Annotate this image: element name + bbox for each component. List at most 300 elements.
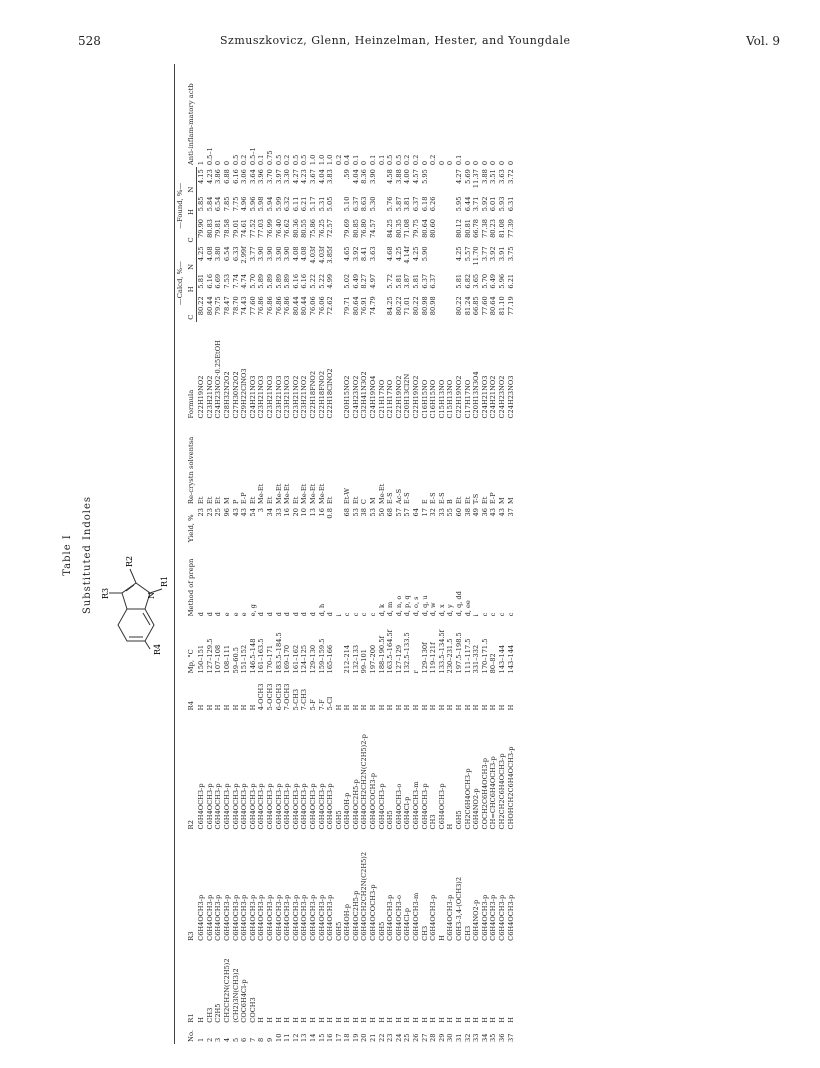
cell-r1: H <box>412 1016 421 1023</box>
table-row <box>386 64 395 1044</box>
cell-method: c <box>369 612 378 617</box>
table-row <box>309 64 318 1044</box>
cell-mp: 132.5–133.5 <box>403 632 412 674</box>
cell-found-n: 3.96 <box>257 169 266 184</box>
cell-calcd-c: 80.44 <box>205 296 214 316</box>
cell-r4: H <box>377 704 386 711</box>
col-activity: Anti-inflam-matory actb <box>187 83 196 166</box>
cell-method: d, m <box>386 601 395 617</box>
cell-formula: C24H21NO3 <box>248 375 257 419</box>
cell-found-c: 79.75 <box>412 219 421 238</box>
cell-formula: C24H19NO4 <box>369 375 378 419</box>
cell-found-c: 75.86 <box>308 219 317 238</box>
cell-found-c: 80.85 <box>351 219 360 238</box>
table-row <box>249 64 258 1044</box>
cell-r2: C6H4OCH3-p <box>326 783 335 830</box>
cell-yield: 3 <box>257 508 266 513</box>
cell-no: 20 <box>360 1033 369 1042</box>
cell-activity: 0 <box>437 160 446 166</box>
cell-activity: 0.2 <box>403 154 412 166</box>
cell-r2: COCH2C6H4OCH3-p <box>480 757 489 830</box>
col-r3: R3 <box>187 931 196 941</box>
cell-formula: C23H21NO2 <box>300 375 309 419</box>
cell-found-n: 3.06 <box>240 169 249 184</box>
cell-no: 25 <box>403 1033 412 1042</box>
table-row <box>214 64 223 1044</box>
cell-found-n: 4.15 <box>197 169 206 184</box>
table-row <box>240 64 249 1044</box>
n-atom-label: N <box>147 592 156 599</box>
cell-r1: H <box>480 1016 489 1023</box>
cell-solvent: Ac-S <box>394 488 403 505</box>
col-r4: R4 <box>187 700 196 711</box>
cell-calcd-h: 5.72 <box>386 273 395 289</box>
cell-found-c: 80.83 <box>205 219 214 238</box>
cell-solvent: Et <box>291 496 300 505</box>
cell-r2: C6H4OCH3-p <box>222 783 231 830</box>
cell-yield: 64 <box>412 508 421 517</box>
cell-found-n: 4.27 <box>455 169 463 184</box>
cell-formula: C15H13NO <box>437 379 446 419</box>
cell-no: 30 <box>446 1033 455 1042</box>
cell-mp: r <box>412 670 421 674</box>
cell-method: d, y <box>446 604 455 617</box>
cell-activity: 0.5 <box>274 154 283 166</box>
cell-calcd-c: 78.70 <box>231 296 240 316</box>
cell-r1: H <box>257 1016 266 1023</box>
cell-found-h: 6.21 <box>300 196 309 212</box>
cell-found-h: 5.99 <box>274 196 283 212</box>
cell-formula: C23H21NO2 <box>205 375 214 419</box>
cell-r1: H <box>317 1016 326 1023</box>
col-found-c: C <box>186 217 197 244</box>
cell-found-c: 76.62 <box>283 219 292 238</box>
cell-yield: 57 <box>403 508 412 517</box>
cell-no: 37 <box>506 1033 515 1042</box>
cell-r4: 6-OCH3 <box>274 683 283 711</box>
cell-mp: 108–111 <box>222 644 231 674</box>
cell-found-n: 3.97 <box>274 169 283 184</box>
cell-formula: C22H18ClNO2 <box>326 368 335 419</box>
cell-calcd-n: 3.63 <box>369 246 378 262</box>
cell-r2: C6H4OCH3-p <box>274 783 283 830</box>
col-formula: Formula <box>187 389 196 419</box>
cell-mp: 161–163.5 <box>257 638 266 674</box>
cell-r4: 5-CH3 <box>291 688 300 711</box>
cell-calcd-h <box>378 272 387 294</box>
cell-method: e, g <box>248 604 257 617</box>
cell-found-n: 4.27 <box>291 169 300 184</box>
cell-method: d, ee <box>463 600 472 617</box>
cell-found-n: 3.72 <box>506 169 515 184</box>
cell-calcd-h: 4.74 <box>240 273 249 289</box>
cell-found-h: 5.30 <box>369 196 378 212</box>
cell-method: e <box>222 612 231 617</box>
cell-no: 28 <box>429 1033 438 1042</box>
cell-yield: 38 <box>463 508 472 517</box>
cell-found-n: 4.04 <box>351 169 360 184</box>
cell-r3: C6H5 <box>377 921 386 941</box>
cell-calcd-n <box>446 244 455 271</box>
cell-yield: 37 <box>506 508 515 517</box>
cell-solvent: Me-Et <box>274 483 283 505</box>
cell-calcd-n: 8.41 <box>360 246 369 262</box>
cell-calcd-c: 79.71 <box>343 296 352 316</box>
cell-found-h: 6.44 <box>463 196 472 212</box>
cell-found-n: .59 <box>343 169 352 180</box>
cell-r2: C6H4OCH3-p <box>257 783 266 830</box>
table-row <box>275 64 284 1044</box>
cell-method: c <box>360 612 369 617</box>
cell-found-c <box>378 217 387 244</box>
cell-calcd-h: 5.96 <box>497 273 506 289</box>
col-mp: Mp, °C <box>187 649 196 674</box>
cell-found-h <box>335 195 344 217</box>
cell-yield: 32 <box>429 508 438 517</box>
cell-found-c: 76.80 <box>360 219 369 238</box>
cell-no: 22 <box>377 1033 386 1042</box>
cell-yield: 53 <box>369 508 378 517</box>
cell-solvent: E-P <box>240 492 249 505</box>
cell-found-c: 79.81 <box>214 219 223 238</box>
cell-found-c: 80.81 <box>463 219 472 238</box>
cell-method: d <box>265 612 274 617</box>
table-row <box>455 64 464 1044</box>
col-method: Method of prepn <box>187 558 196 617</box>
cell-found-c <box>438 217 447 244</box>
r3-label: R3 <box>101 587 110 599</box>
cell-calcd-c <box>378 294 387 321</box>
cell-found-n: 3.70 <box>265 169 274 184</box>
cell-r3: C6H4OCH3-p <box>429 894 438 941</box>
cell-solvent: Me-Et <box>317 483 326 505</box>
cell-r3: C6H4OCH3-p <box>317 894 326 941</box>
cell-method: d, p, q <box>403 595 412 617</box>
cell-r4: H <box>489 704 498 711</box>
cell-formula: C21H17NO <box>386 379 395 419</box>
cell-formula: C27H30N2O2 <box>231 371 240 419</box>
cell-r1: (CH2)3N(CH3)2 <box>231 968 240 1023</box>
cell-solvent: P <box>231 499 240 505</box>
cell-r1: H <box>283 1016 292 1023</box>
cell-r4: 5-OCH3 <box>265 683 274 711</box>
cell-method: c <box>497 612 506 617</box>
cell-found-c: 72.57 <box>326 219 335 238</box>
table-row <box>206 64 215 1044</box>
cell-r1: COCH3 <box>248 997 257 1023</box>
cell-found-h: 5.98 <box>257 196 266 212</box>
cell-calcd-n: 4.08 <box>205 246 214 262</box>
r1-label: R1 <box>160 575 169 587</box>
cell-calcd-n: 3.90 <box>274 246 283 262</box>
cell-yield: 16 <box>317 508 326 517</box>
cell-method: d <box>205 612 214 617</box>
cell-solvent: Me-Et <box>257 483 266 505</box>
cell-formula: C24H23NO3 <box>506 375 515 419</box>
cell-yield: 43 <box>497 508 506 517</box>
cell-r3: C6H4NO2-p <box>472 899 481 941</box>
table-row <box>326 64 335 1044</box>
col-solvent: Re-crystn solventsa <box>187 436 196 505</box>
cell-found-n <box>446 167 455 194</box>
cell-method: d <box>214 612 223 617</box>
cell-found-c: 71.08 <box>403 219 412 238</box>
cell-no: 26 <box>412 1033 421 1042</box>
cell-mp: 197–200 <box>369 644 378 674</box>
cell-found-n: 4.04 <box>317 169 326 184</box>
cell-yield: 43 <box>231 508 240 517</box>
cell-method: c <box>351 612 360 617</box>
cell-mp: 150–151 <box>196 644 205 674</box>
cell-solvent: E-S <box>386 492 395 505</box>
cell-r1: H <box>420 1016 429 1023</box>
cell-calcd-c: 79.75 <box>214 296 223 316</box>
cell-r2: C6H4OCH3-p <box>437 783 446 830</box>
cell-found-h: 6.11 <box>291 196 300 212</box>
cell-found-h: 8.63 <box>360 196 369 212</box>
cell-calcd-n: 4.25 <box>455 246 463 262</box>
cell-r4: 5-Cl <box>326 696 335 711</box>
cell-calcd-n: 3.75 <box>506 246 515 262</box>
cell-solvent: E-S <box>403 492 412 505</box>
cell-r2: C6H4NO2-p <box>472 788 481 830</box>
cell-formula: C24H23NO2 <box>497 375 506 419</box>
cell-r3: C6H5 <box>334 921 343 941</box>
cell-calcd-n: 3.92 <box>489 246 498 262</box>
cell-activity: 0.5 <box>394 154 403 166</box>
cell-calcd-n: 3.85f <box>326 246 335 264</box>
substituted-indoles-table <box>174 64 515 1044</box>
cell-r1: H <box>506 1016 515 1023</box>
cell-mp: 133.5–134.5f <box>437 629 446 674</box>
running-head-authors: Szmuszkovicz, Glenn, Heinzelman, Hester, and Youngdale <box>220 34 571 47</box>
cell-r1: H <box>386 1016 395 1023</box>
cell-formula: C22H18FNO2 <box>317 370 326 419</box>
cell-mp: 146.5–148 <box>248 638 257 674</box>
cell-calcd-n: 3.92 <box>351 246 360 262</box>
cell-activity: 0 <box>222 160 231 166</box>
cell-found-n: 4.23 <box>300 169 309 184</box>
cell-found-h <box>378 195 387 217</box>
cell-activity: 0 <box>446 160 455 166</box>
cell-r1: H <box>196 1016 205 1023</box>
cell-r1: H <box>437 1016 446 1023</box>
cell-solvent: E-S <box>437 492 446 505</box>
cell-r4: H <box>480 704 489 711</box>
cell-found-n: 4.58 <box>386 169 395 184</box>
cell-r4: H <box>351 704 360 711</box>
cell-formula: C20H15NO2 <box>343 375 352 419</box>
cell-r1: H <box>489 1016 498 1023</box>
cell-mp: 170–171.5 <box>480 638 489 674</box>
cell-found-h: 6.31 <box>506 196 515 212</box>
cell-solvent: Me-Et <box>377 483 386 505</box>
cell-r4: H <box>248 704 257 711</box>
cell-r1: H <box>377 1016 386 1023</box>
cell-calcd-c: 80.98 <box>420 296 429 316</box>
cell-activity: 0.2 <box>334 154 343 166</box>
cell-mp: 161–162 <box>291 644 300 674</box>
cell-found-c: 76.25 <box>317 219 326 238</box>
cell-r2: C6H4OH-p <box>343 792 352 830</box>
cell-found-c: 80.23 <box>489 219 498 238</box>
cell-r4: 7-OCH3 <box>283 683 292 711</box>
cell-solvent: T-S <box>472 493 481 505</box>
cell-calcd-n: 2.99f <box>240 246 249 264</box>
table-row <box>378 64 387 1044</box>
cell-formula: C22H19NO2 <box>196 375 205 419</box>
cell-formula: C23H21NO3 <box>257 375 266 419</box>
cell-calcd-h: 5.81 <box>455 273 463 289</box>
cell-found-c: 79.90 <box>197 219 206 238</box>
cell-r4: H <box>420 704 429 711</box>
cell-no: 13 <box>300 1033 309 1042</box>
cell-calcd-c: 76.06 <box>308 296 317 316</box>
cell-mp: 159–159.5 <box>317 638 326 674</box>
cell-calcd-h <box>446 272 455 294</box>
cell-solvent: B <box>446 499 455 505</box>
cell-calcd-h: 5.89 <box>265 273 274 289</box>
cell-found-c: 80.55 <box>300 219 309 238</box>
cell-r4: 4-OCH3 <box>257 683 266 711</box>
cell-calcd-h: 4.99 <box>326 273 335 289</box>
cell-r2: C6H4OCH3-p <box>205 783 214 830</box>
cell-solvent: E-S <box>429 492 438 505</box>
volume-label: Vol. 9 <box>746 34 780 48</box>
cell-found-n: 3.88 <box>480 169 489 184</box>
cell-found-n: 3.64 <box>248 169 257 184</box>
cell-solvent <box>335 420 344 506</box>
cell-calcd-h: 6.16 <box>300 273 309 289</box>
cell-r3: C6H4OCH3-p <box>222 894 231 941</box>
cell-formula: C22H19NO2 <box>412 375 421 419</box>
cell-mp: 107–108 <box>214 644 223 674</box>
cell-calcd-n: 3.90 <box>257 246 266 262</box>
cell-calcd-n: 4.25 <box>394 246 403 262</box>
cell-r2: CH=CHC6H4OCH3-p <box>489 756 498 830</box>
cell-solvent: Et <box>265 496 274 505</box>
cell-no: 9 <box>265 1037 274 1042</box>
cell-found-h: 5.93 <box>497 196 506 212</box>
cell-method: d, q, u <box>420 595 429 617</box>
cell-mp: 143–144 <box>497 644 506 674</box>
cell-no: 24 <box>394 1033 403 1042</box>
cell-calcd-h: 7.74 <box>231 273 240 289</box>
cell-found-c: 80.12 <box>455 219 463 238</box>
cell-activity: 1.0 <box>308 154 317 166</box>
cell-no: 7 <box>248 1037 257 1042</box>
cell-method: d <box>283 612 292 617</box>
cell-calcd-c: 81.24 <box>463 296 472 316</box>
cell-yield: 33 <box>274 508 283 517</box>
cell-calcd-c: 66.85 <box>472 296 481 316</box>
cell-found-n: 3.63 <box>497 169 506 184</box>
cell-r4: H <box>403 704 412 711</box>
table-row <box>446 64 455 1044</box>
cell-found-c: 79.01 <box>231 219 240 238</box>
cell-r4: H <box>205 704 214 711</box>
cell-calcd-n: 11.70 <box>472 246 481 266</box>
cell-method: i <box>334 614 343 617</box>
cell-r2: CH2CH2C6H4OCH3-p <box>497 753 506 830</box>
cell-r4: 7-F <box>317 699 326 711</box>
cell-r2: C6H4OCH3-p <box>291 783 300 830</box>
cell-r2: C6H4Cl-p <box>403 796 412 830</box>
cell-calcd-c: 76.91 <box>360 296 369 316</box>
cell-r4: H <box>394 704 403 711</box>
cell-mp: 170–171 <box>265 644 274 674</box>
cell-calcd-h: 5.81 <box>412 273 421 289</box>
cell-r2: C6H4OCH3-p <box>231 783 240 830</box>
cell-r3: C6H4OCH3-p <box>240 894 249 941</box>
cell-mp: 163.5–164.5f <box>386 629 395 674</box>
cell-r4: H <box>386 704 395 711</box>
col-calcd-n: N <box>186 244 197 271</box>
cell-r4: H <box>472 704 481 711</box>
cell-found-n: 4.57 <box>412 169 421 184</box>
cell-r2: CHOHCH2C6H4OCH3-p <box>506 746 515 830</box>
table-row <box>343 64 352 1044</box>
cell-r2: CH3 <box>429 814 438 830</box>
cell-r1: C2H5 <box>214 1003 223 1023</box>
cell-calcd-h <box>438 272 447 294</box>
cell-found-h: 6.37 <box>412 196 421 212</box>
cell-calcd-n: 4.03f <box>317 246 326 264</box>
col-calcd-h: H <box>186 272 197 294</box>
cell-solvent: Me-Et <box>308 483 317 505</box>
cell-found-n: 4.00 <box>403 169 412 184</box>
cell-no: 23 <box>386 1033 395 1042</box>
cell-yield: 49 <box>472 508 481 517</box>
cell-solvent: Et-W <box>343 487 352 505</box>
cell-method: e <box>231 612 240 617</box>
cell-no: 11 <box>283 1033 292 1042</box>
cell-activity: 0 <box>463 160 472 166</box>
cell-found-h: 6.32 <box>283 196 292 212</box>
cell-method: d, x <box>437 604 446 617</box>
table-row <box>507 64 516 1044</box>
cell-no: 8 <box>257 1037 266 1042</box>
cell-formula: C16H15NO <box>420 379 429 419</box>
cell-calcd-h: 6.16 <box>205 273 214 289</box>
cell-calcd-h: 6.21 <box>506 273 515 289</box>
cell-formula: C24H23NO2 <box>351 375 360 419</box>
cell-r2: C6H5 <box>455 810 463 830</box>
cell-r1: H <box>403 1016 412 1023</box>
cell-calcd-n: 4.25 <box>412 246 421 262</box>
cell-r1: H <box>497 1016 506 1023</box>
cell-calcd-h: 6.82 <box>463 273 472 289</box>
cell-r2: C6H4OCH3-p <box>214 783 223 830</box>
cell-r2: C6H4OCH3-p <box>377 783 386 830</box>
cell-r4: 7-CH3 <box>300 688 309 711</box>
cell-no: 10 <box>274 1033 283 1042</box>
cell-r3: C6H4OCH3-p <box>446 894 455 941</box>
cell-r3: C6H4OCH3-p <box>480 894 489 941</box>
cell-calcd-c: 80.22 <box>455 296 463 316</box>
cell-formula: C32H41N3O2 <box>360 371 369 419</box>
cell-found-h: 5.17 <box>308 196 317 212</box>
cell-solvent: M <box>222 497 231 505</box>
cell-found-c: 78.58 <box>222 219 231 238</box>
cell-r1: H <box>308 1016 317 1023</box>
cell-found-c: 77.03 <box>257 219 266 238</box>
cell-calcd-h: 5.22 <box>308 273 317 289</box>
cell-calcd-h: 3.65 <box>472 273 481 289</box>
cell-r4: H <box>446 704 455 711</box>
cell-calcd-c: 80.22 <box>394 296 403 316</box>
cell-method: d <box>291 612 300 617</box>
